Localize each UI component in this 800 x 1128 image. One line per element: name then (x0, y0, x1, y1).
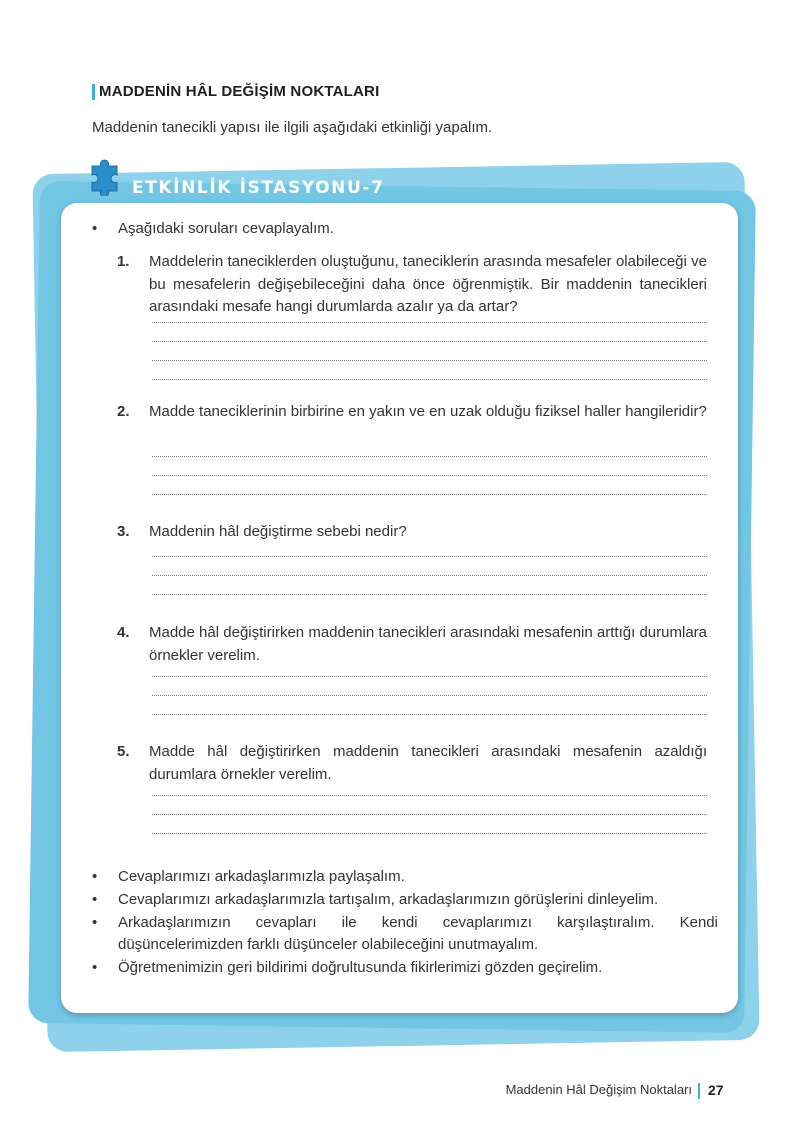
answer-line[interactable] (152, 814, 707, 815)
question-text: Maddelerin taneciklerden oluştuğunu, taneciklerin arasında mesafeler olabileceği ve bu mesafelerin değişebileceğini daha önce öğrenmiştik. Bir maddenin tanecikleri arasındaki mesafe hangi durumlarda azalır ya da artar? (149, 253, 707, 315)
answer-line[interactable] (152, 494, 707, 495)
footer-title: Maddenin Hâl Değişim Noktaları (505, 1082, 692, 1097)
answer-line[interactable] (152, 676, 707, 677)
answer-line[interactable] (152, 379, 707, 380)
footer-divider (698, 1083, 700, 1099)
question-3 (117, 521, 707, 544)
question-text: Madde taneciklerinin birbirine en yakın ve en uzak olduğu fiziksel haller hangileridir? (149, 403, 707, 420)
puzzle-icon (86, 158, 126, 196)
answer-line[interactable] (152, 833, 707, 834)
answer-line[interactable] (152, 594, 707, 595)
answer-line[interactable] (152, 575, 707, 576)
section-title: MADDENİN HÂL DEĞİŞİM NOKTALARI (92, 84, 379, 100)
question-number: 4. (117, 624, 130, 641)
answer-line[interactable] (152, 695, 707, 696)
question-text: Madde hâl değiştirirken maddenin tanecikleri arasındaki mesafenin arttığı durumlara örnekler verelim. (149, 624, 707, 664)
closing-text: Öğretmenimizin geri bildirimi doğrultusunda fikirlerimizi gözden geçirelim. (118, 959, 603, 976)
question-number: 5. (117, 743, 130, 760)
answer-line[interactable] (152, 360, 707, 361)
page-footer (0, 1082, 800, 1102)
bullet-dot: • (92, 891, 98, 908)
page-number: 27 (708, 1082, 724, 1098)
question-5 (117, 741, 707, 786)
question-4 (117, 622, 707, 667)
answer-line[interactable] (152, 475, 707, 476)
closing-text: Arkadaşlarımızın cevapları ile kendi cevaplarımızı karşılaştıralım. Kendi düşüncelerimizden farklı düşünceler olabileceğini unutmayalım. (118, 914, 718, 953)
question-2 (117, 401, 707, 424)
closing-text: Cevaplarımızı arkadaşlarımızla tartışalım, arkadaşlarımızın görüşlerini dinleyelim. (118, 891, 659, 908)
question-text: Madde hâl değiştirirken maddenin tanecikleri arasındaki mesafenin azaldığı durumlara örnekler verelim. (149, 743, 707, 783)
answer-line[interactable] (152, 341, 707, 342)
answer-line[interactable] (152, 795, 707, 796)
question-number: 1. (117, 253, 130, 270)
question-number: 2. (117, 403, 130, 420)
answer-line[interactable] (152, 322, 707, 323)
closing-text: Cevaplarımızı arkadaşlarımızla paylaşalım. (118, 868, 405, 885)
intro-text: Maddenin tanecikli yapısı ile ilgili aşağıdaki etkinliği yapalım. (92, 119, 493, 136)
instruction-text: Aşağıdaki soruları cevaplayalım. (118, 220, 334, 237)
answer-line[interactable] (152, 714, 707, 715)
activity-title: ETKİNLİK İSTASYONU-7 (132, 178, 385, 198)
question-number: 3. (117, 523, 130, 540)
answer-line[interactable] (152, 456, 707, 457)
answer-line[interactable] (152, 556, 707, 557)
bullet-dot: • (92, 914, 98, 931)
bullet-dot: • (92, 220, 98, 237)
bullet-dot: • (92, 868, 98, 885)
question-1 (117, 251, 707, 319)
question-text: Maddenin hâl değiştirme sebebi nedir? (149, 523, 407, 540)
bullet-dot: • (92, 959, 98, 976)
